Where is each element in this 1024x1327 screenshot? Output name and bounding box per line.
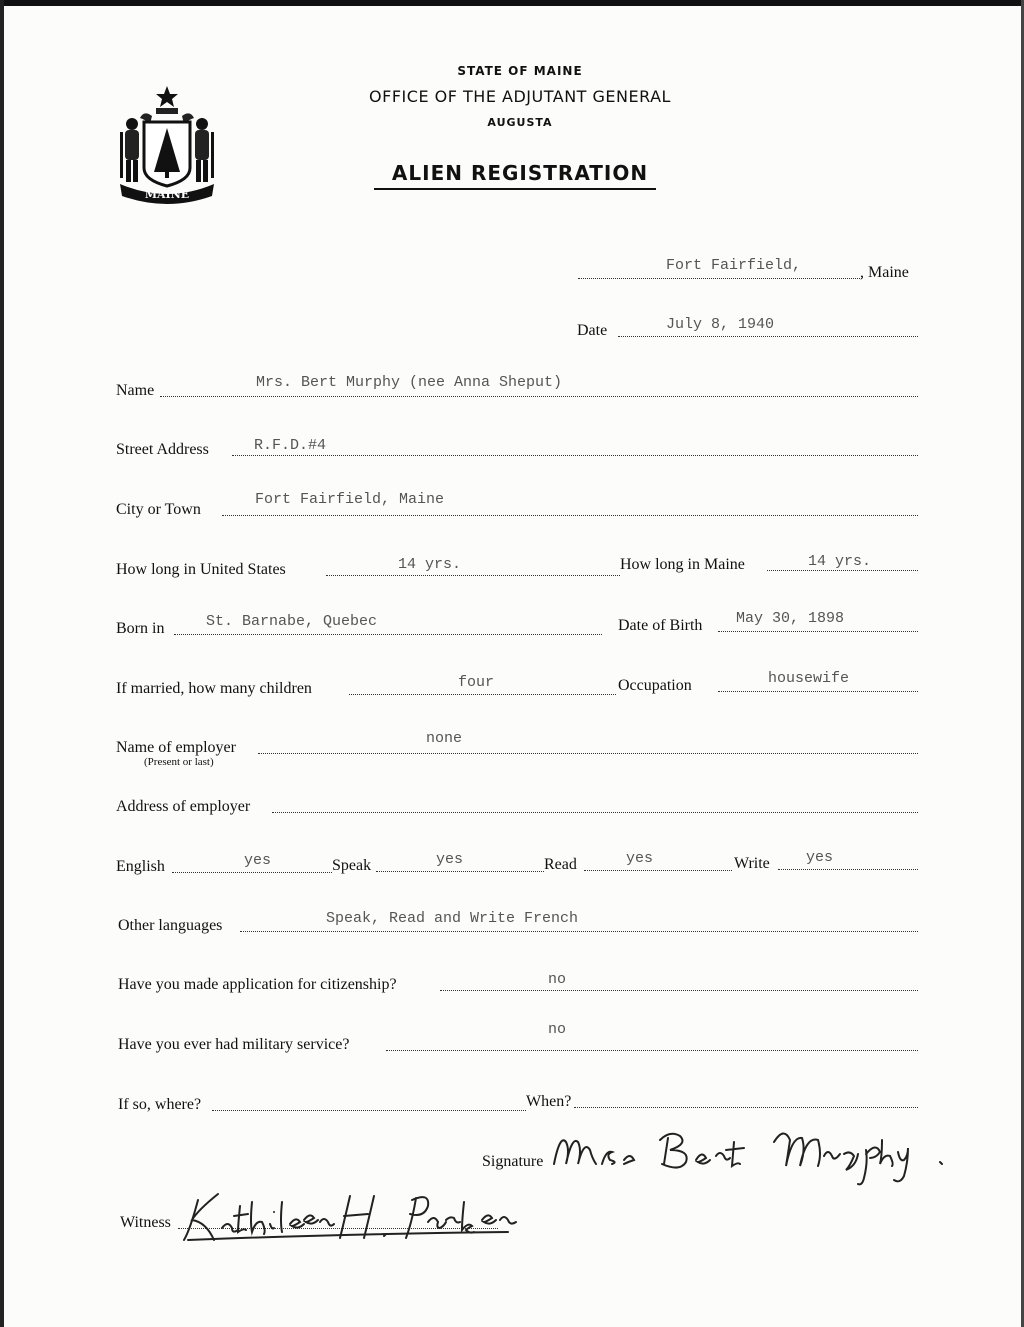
date-value: July 8, 1940 [666,316,775,333]
how-long-maine-line [767,570,918,571]
name-value: Mrs. Bert Murphy (nee Anna Sheput) [256,374,563,391]
english-label: English [116,858,165,875]
date-line [618,336,918,337]
date-of-birth-value: May 30, 1898 [736,610,845,627]
write-line [778,869,918,870]
write-label: Write [734,855,770,872]
title-underline [374,188,656,190]
scan-border-left [0,0,4,1327]
date-of-birth-line [718,631,918,632]
how-long-maine-label: How long in Maine [620,556,745,573]
how-long-maine-value: 14 yrs. [808,553,872,570]
military-value: no [548,1021,567,1038]
how-long-us-label: How long in United States [116,561,286,578]
how-long-us-line [326,575,620,576]
place-suffix: , Maine [860,264,909,281]
street-line [232,455,918,456]
read-line [584,870,732,871]
born-in-line [174,634,602,635]
seal-banner-text: MAINE [144,188,190,201]
other-languages-value: Speak, Read and Write French [326,910,579,927]
english-line [172,872,332,873]
children-value: four [458,674,495,691]
military-label: Have you ever had military service? [118,1036,350,1053]
when-line [574,1107,918,1108]
children-label: If married, how many children [116,680,312,697]
where-label: If so, where? [118,1096,202,1113]
form-title: ALIEN REGISTRATION [391,161,649,185]
street-label: Street Address [116,441,209,458]
citizenship-label: Have you made application for citizenship? [118,976,397,993]
city-label: City or Town [116,501,201,518]
citizenship-line [440,990,918,991]
where-line [212,1110,526,1111]
employer-label: Name of employer [116,739,236,756]
occupation-line [718,691,918,692]
speak-label: Speak [332,857,372,874]
read-label: Read [544,856,577,873]
witness-signature-handwriting [178,1182,528,1252]
children-line [349,694,616,695]
city-line [222,515,918,516]
how-long-us-value: 14 yrs. [398,556,462,573]
other-languages-label: Other languages [118,917,223,934]
read-value: yes [626,850,654,867]
witness-label: Witness [120,1214,171,1231]
employer-line [258,753,918,754]
employer-sublabel: (Present or last) [144,756,214,768]
speak-value: yes [436,851,464,868]
street-value: R.F.D.#4 [254,437,327,454]
employer-address-label: Address of employer [116,798,251,815]
employer-value: none [426,730,463,747]
name-label: Name [116,382,155,399]
military-line [386,1050,918,1051]
signature-label: Signature [482,1153,544,1170]
header-city: AUGUSTA [487,116,553,129]
date-label: Date [577,322,608,339]
signature-handwriting [548,1120,968,1190]
born-in-label: Born in [116,620,165,637]
occupation-value: housewife [768,670,850,687]
place-value: Fort Fairfield, [666,257,802,274]
other-languages-line [240,931,918,932]
city-value: Fort Fairfield, Maine [255,491,445,508]
date-of-birth-label: Date of Birth [618,617,703,634]
header-state: STATE OF MAINE [457,64,583,78]
write-value: yes [806,849,834,866]
english-value: yes [244,852,272,869]
scan-border-top [0,0,1024,6]
place-line [578,278,862,279]
header-office: OFFICE OF THE ADJUTANT GENERAL [369,87,671,106]
born-in-value: St. Barnabe, Quebec [206,613,378,630]
name-line [160,396,918,397]
employer-address-line [272,812,918,813]
occupation-label: Occupation [618,677,692,694]
speak-line [376,871,544,872]
maine-state-seal-icon [112,80,222,208]
citizenship-value: no [548,971,567,988]
when-label: When? [526,1093,572,1110]
